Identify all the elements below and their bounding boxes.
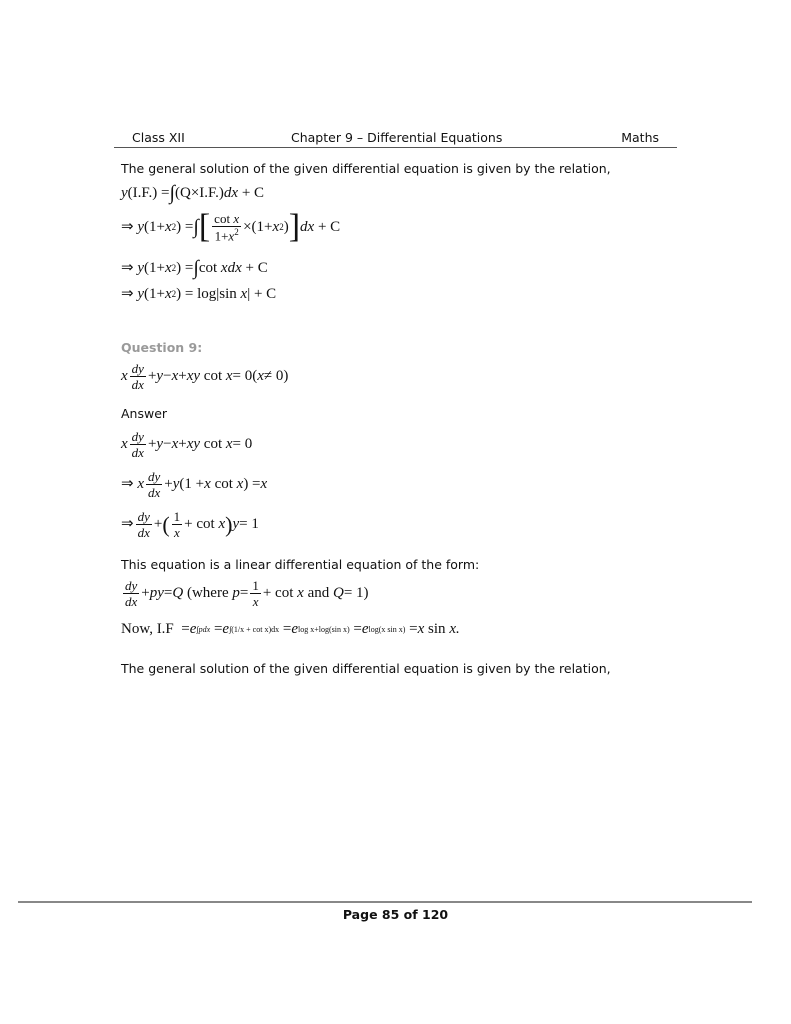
equation-2-1: x $\frac{dy}{dx}$ + y − x + xy cot x = 0	[121, 429, 253, 460]
header-chapter: Chapter 9 – Differential Equations	[291, 130, 503, 145]
page-header	[114, 129, 677, 148]
header-class: Class XII	[132, 130, 185, 145]
equation-1-2: ⇒ y (1+ x 2 ) = ∫ [ $\frac{\text{cot x}}{1+x^2}$ ×(1+ x 2 ) ] dx + C	[121, 208, 341, 245]
equation-2-2: ⇒ x $\frac{dy}{dx}$ + y (1 + x cot x ) = x	[121, 469, 268, 500]
question-equation: x $\frac{dy}{dx}$ + y − x + xy cot x = 0( x ≠ 0)	[121, 361, 289, 392]
header-subject: Maths	[621, 130, 659, 145]
page-number: Page 85 of 120	[342, 907, 449, 922]
linear-text: This equation is a linear differential equation of the form:	[121, 557, 480, 572]
equation-1-4: ⇒ y (1+ x 2 ) = log|sin x | + C	[121, 286, 277, 302]
footer-divider	[18, 901, 752, 903]
question-label: Question 9:	[121, 340, 203, 355]
equation-1-3: ⇒ y (1+ x 2 ) = ∫ cot xdx + C	[121, 257, 268, 279]
answer-label: Answer	[121, 406, 168, 421]
intro-text-1: The general solution of the given differential equation is given by the relation,	[121, 161, 611, 176]
equation-2-3: ⇒ $\frac{dy}{dx}$ + ( $\frac{1}{x}$ + cot x ) y = 1	[121, 509, 259, 540]
intro-text-2: The general solution of the given differential equation is given by the relation,	[121, 661, 611, 676]
linear-form-equation: $\frac{dy}{dx}$ + py = Q (where p = $\frac{1}{x}$ + cot x and Q = 1)	[125, 578, 369, 609]
integrating-factor-equation: Now, I.F = e ∫pdx = e ∫(1/x + cot x)dx = e log x+log(sin x) = e log(x sin x) = x sin x.	[121, 621, 460, 637]
equation-1-1: y (I.F.) = ∫ (Q×I.F.) dx + C	[121, 182, 265, 204]
